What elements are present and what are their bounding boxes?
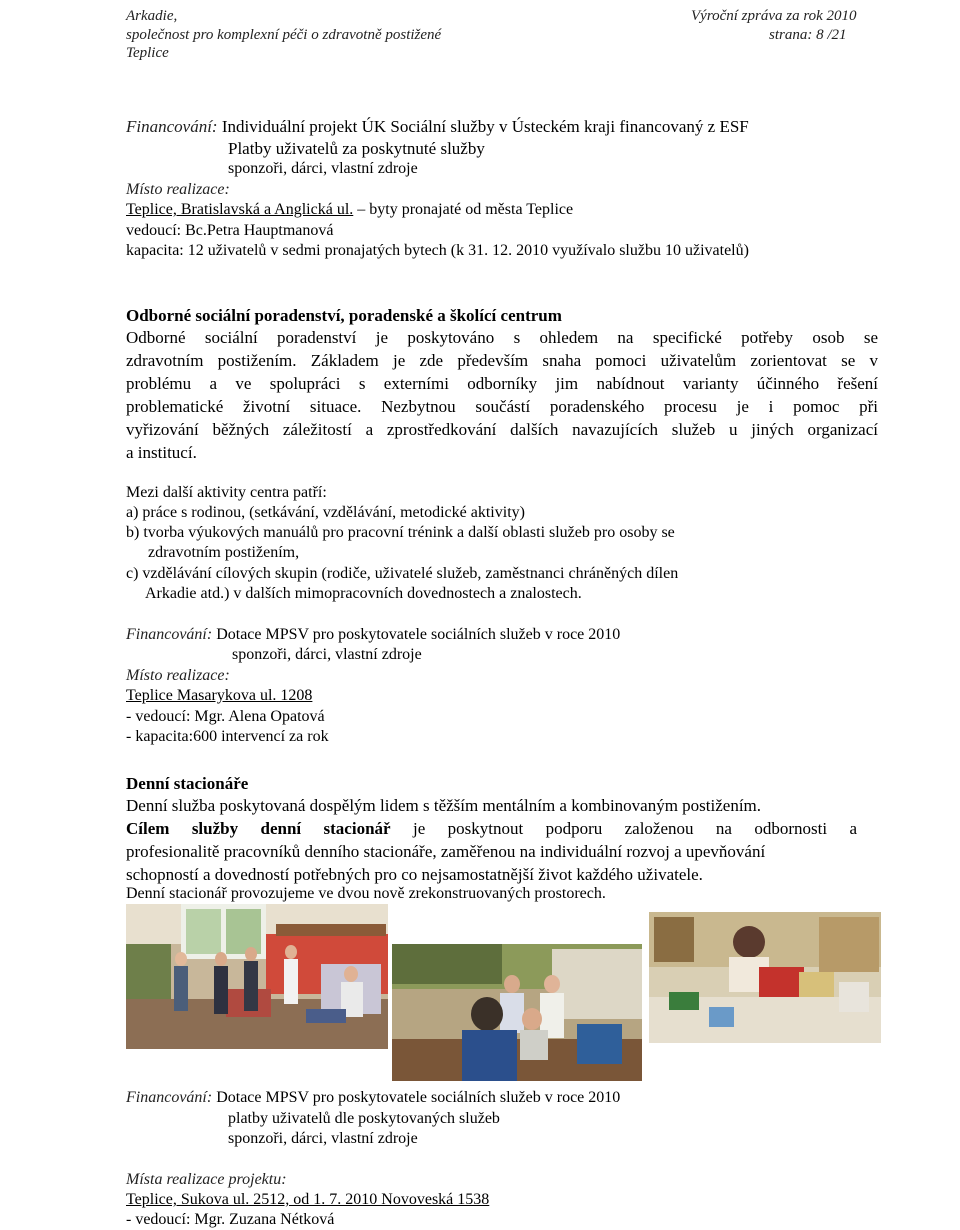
org-city: Teplice: [126, 45, 169, 61]
org-subtitle: společnost pro komplexní péči o zdravotně postižené: [126, 27, 442, 43]
paragraph-line: problematické životní situace. Nezbytnou součástí poradenského procesu je i pomoc při: [126, 397, 878, 416]
page-number: strana: 8 /21: [769, 27, 847, 43]
activity-item: b) tvorba výukových manuálů pro pracovní trénink a další oblasti služeb pro osoby se: [126, 524, 675, 541]
financing-line: sponzoři, dárci, vlastní zdroje: [228, 160, 418, 177]
financing-2: [126, 625, 620, 645]
paragraph-line: problému a ve spolupráci s externími odborníky jim nabídnout varianty účinného řešení: [126, 374, 878, 393]
financing-3: [126, 1088, 620, 1108]
paragraph-rest: je poskytnout podporu založenou na odbornosti a: [390, 819, 858, 838]
paragraph-line: a institucí.: [126, 443, 197, 462]
activities-intro: Mezi další aktivity centra patří:: [126, 484, 327, 501]
place-label: Místa realizace projektu:: [126, 1171, 287, 1188]
paragraph-line: vyřizování běžných záležitostí a zprostředkování dalších navazujících služeb u jiných organizací: [126, 420, 878, 439]
financing-line: platby uživatelů dle poskytovaných služeb: [228, 1110, 500, 1127]
financing-value: Dotace MPSV pro poskytovatele sociálních služeb v roce 2010: [216, 626, 621, 643]
section-title: Odborné sociální poradenství, poradenské a školící centrum: [126, 306, 562, 325]
place-link: Teplice, Bratislavská a Anglická ul.: [126, 201, 354, 218]
capacity: kapacita: 12 uživatelů v sedmi pronajatých bytech (k 31. 12. 2010 využívalo službu 10 uživatelů): [126, 242, 749, 259]
financing-1: [126, 116, 749, 138]
financing-label: Financování:: [126, 626, 213, 643]
paragraph-line: Denní stacionář provozujeme ve dvou nově zrekonstruovaných prostorech.: [126, 885, 606, 902]
head-of-service: - vedoucí: Mgr. Zuzana Nétková: [126, 1211, 335, 1228]
place-line: Teplice, Bratislavská a Anglická ul. – byty pronajaté od města Teplice: [126, 201, 574, 218]
activity-item-cont: Arkadie atd.) v dalších mimopracovních dovednostech a znalostech.: [145, 585, 582, 602]
financing-label: Financování:: [126, 1089, 213, 1106]
bold-phrase: Cílem služby denní stacionář: [126, 819, 391, 838]
capacity: - kapacita:600 intervencí za rok: [126, 728, 329, 745]
place-address: Teplice Masarykova ul. 1208: [126, 687, 313, 704]
photo-day-center-room: [126, 904, 388, 1049]
paragraph-line: [126, 818, 857, 840]
paragraph-line: profesionalitě pracovníků denního stacionáře, zaměřenou na individuální rozvoj a upevňování: [126, 842, 766, 861]
paragraph-line: schopností a dovedností potřebných pro co nejsamostatnější život každého uživatele.: [126, 865, 703, 884]
activity-item: c) vzdělávání cílových skupin (rodiče, uživatelé služeb, zaměstnanci chráněných dílen: [126, 565, 679, 582]
photo-day-center-activity: [392, 944, 642, 1081]
financing-label: Financování:: [126, 117, 218, 136]
section-title: Denní stacionáře: [126, 774, 249, 793]
financing-value: Individuální projekt ÚK Sociální služby v Ústeckém kraji financovaný z ESF: [221, 117, 749, 136]
financing-value: Dotace MPSV pro poskytovatele sociálních služeb v roce 2010: [216, 1089, 621, 1106]
activity-item-cont: zdravotním postižením,: [148, 544, 300, 561]
paragraph-line: Odborné sociální poradenství je poskytováno s ohledem na specifické potřeby osob se: [126, 328, 878, 347]
place-label: Místo realizace:: [126, 181, 230, 198]
place-address: Teplice, Sukova ul. 2512, od 1. 7. 2010 Novoveská 1538: [126, 1191, 490, 1208]
paragraph-line: Denní služba poskytovaná dospělým lidem s těžším mentálním a kombinovaným postižením.: [126, 796, 762, 815]
financing-line: sponzoři, dárci, vlastní zdroje: [232, 646, 422, 663]
place-note: byty pronajaté od města Teplice: [369, 201, 574, 218]
report-title: Výroční zpráva za rok 2010: [691, 8, 857, 24]
head-of-service: vedoucí: Bc.Petra Hauptmanová: [126, 222, 334, 239]
financing-line: Platby uživatelů za poskytnuté služby: [228, 139, 485, 158]
place-label: Místo realizace:: [126, 667, 230, 684]
head-of-service: - vedoucí: Mgr. Alena Opatová: [126, 708, 325, 725]
financing-line: sponzoři, dárci, vlastní zdroje: [228, 1130, 418, 1147]
activity-item: a) práce s rodinou, (setkávání, vzdělávání, metodické aktivity): [126, 504, 525, 521]
paragraph-line: zdravotním postižením. Základem je zde především snaha pomoci uživatelům zorientovat se v: [126, 351, 878, 370]
photo-day-center-workshop: [649, 912, 881, 1043]
org-name: Arkadie,: [126, 8, 178, 24]
